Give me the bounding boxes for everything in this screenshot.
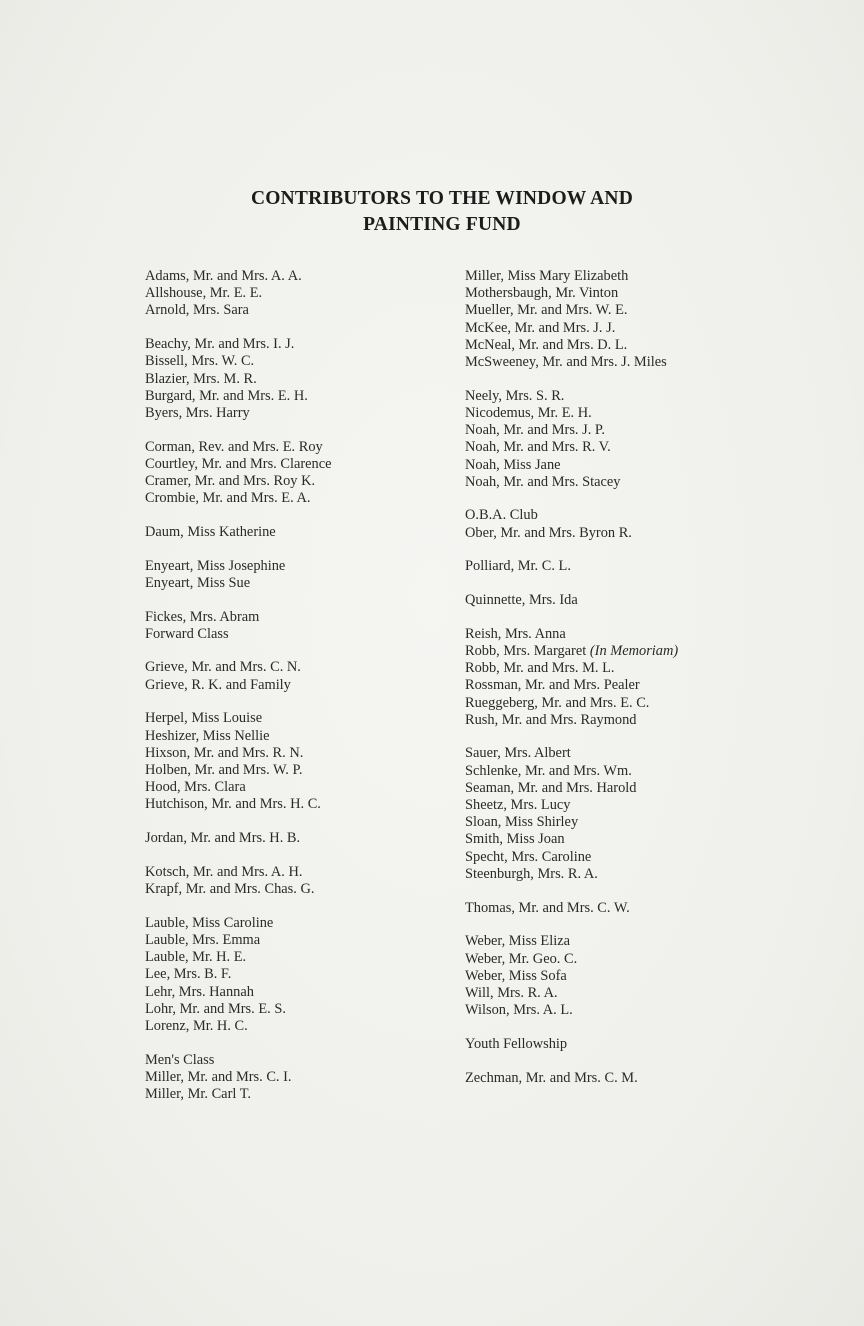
- contributor-name: Thomas, Mr. and Mrs. C. W.: [465, 899, 630, 916]
- name-group: [145, 710, 445, 813]
- name-group: [465, 933, 845, 1019]
- contributor-name: Specht, Mrs. Caroline: [465, 848, 592, 865]
- contributor-name: Heshizer, Miss Nellie: [145, 727, 270, 744]
- contributor-name: Noah, Miss Jane: [465, 456, 561, 473]
- memoriam-note: (In Memoriam): [589, 642, 679, 659]
- contributor-name: McSweeney, Mr. and Mrs. J. Miles: [465, 354, 667, 371]
- name-group: [465, 268, 845, 371]
- contributor-name: Will, Mrs. R. A.: [465, 984, 558, 1001]
- contributor-name: O.B.A. Club: [465, 507, 538, 524]
- contributor-name: Forward Class: [145, 625, 229, 642]
- contributor-name: Sloan, Miss Shirley: [465, 814, 579, 831]
- contributor-name: Miller, Mr. and Mrs. C. I.: [145, 1068, 292, 1085]
- contributor-name: Herpel, Miss Louise: [145, 710, 263, 727]
- contributor-name: Smith, Miss Joan: [465, 831, 565, 848]
- contributor-name: Beachy, Mr. and Mrs. I. J.: [145, 336, 295, 353]
- contributor-name: Noah, Mr. and Mrs. Stacey: [465, 473, 621, 490]
- name-group: [465, 388, 845, 491]
- contributor-name: Miller, Miss Mary Elizabeth: [465, 268, 629, 284]
- contributor-name: Sauer, Mrs. Albert: [465, 745, 571, 762]
- contributor-name: Holben, Mr. and Mrs. W. P.: [145, 761, 303, 778]
- name-group: [465, 1070, 845, 1087]
- name-group: [145, 830, 445, 847]
- contributor-name: Nicodemus, Mr. E. H.: [465, 404, 592, 421]
- contributor-name: Weber, Miss Eliza: [465, 933, 570, 950]
- contributor-name: Burgard, Mr. and Mrs. E. H.: [145, 387, 308, 404]
- contributor-name: Reish, Mrs. Anna: [465, 625, 566, 642]
- contributor-name: Neely, Mrs. S. R.: [465, 387, 565, 404]
- contributor-name: Lauble, Mr. H. E.: [145, 949, 247, 966]
- contributor-name: Hixson, Mr. and Mrs. R. N.: [145, 744, 304, 761]
- name-group: [465, 507, 845, 541]
- contributor-name: Mothersbaugh, Mr. Vinton: [465, 285, 619, 302]
- contributor-name: Daum, Miss Katherine: [145, 523, 276, 540]
- contributor-name: Weber, Mr. Geo. C.: [465, 950, 578, 967]
- contributor-name: Rueggeberg, Mr. and Mrs. E. C.: [465, 694, 650, 711]
- contributor-name: Enyeart, Miss Sue: [145, 574, 251, 591]
- contributor-name: Quinnette, Mrs. Ida: [465, 592, 578, 609]
- contributor-name: McKee, Mr. and Mrs. J. J.: [465, 319, 616, 336]
- name-group: [145, 915, 445, 1035]
- contributor-name: Fickes, Mrs. Abram: [145, 608, 260, 625]
- contributor-name: Robb, Mr. and Mrs. M. L.: [465, 660, 615, 677]
- contributor-name: Corman, Rev. and Mrs. E. Roy: [145, 438, 323, 455]
- contributor-name: Steenburgh, Mrs. R. A.: [465, 865, 598, 882]
- contributor-name: Lauble, Miss Caroline: [145, 914, 274, 931]
- name-group: [145, 558, 445, 592]
- contributor-name: Arnold, Mrs. Sara: [145, 302, 249, 319]
- contributor-name: Schlenke, Mr. and Mrs. Wm.: [465, 762, 632, 779]
- contributor-name: Hood, Mrs. Clara: [145, 779, 246, 796]
- contributor-name: McNeal, Mr. and Mrs. D. L.: [465, 336, 628, 353]
- contributor-name: Kotsch, Mr. and Mrs. A. H.: [145, 863, 303, 880]
- contributor-name: Rush, Mr. and Mrs. Raymond: [465, 711, 637, 728]
- name-group: [145, 524, 445, 541]
- contributor-name: Noah, Mr. and Mrs. J. P.: [465, 422, 605, 439]
- name-group: [465, 592, 845, 609]
- name-group: [145, 439, 445, 508]
- name-group: [465, 1036, 845, 1053]
- contributors-right-column: [465, 268, 845, 1103]
- name-group: [145, 268, 445, 320]
- contributor-name: Krapf, Mr. and Mrs. Chas. G.: [145, 880, 315, 897]
- contributor-name: Polliard, Mr. C. L.: [465, 558, 571, 575]
- title-line-2: PAINTING FUND: [363, 214, 521, 235]
- contributor-name: Noah, Mr. and Mrs. R. V.: [465, 439, 611, 456]
- contributor-name: Enyeart, Miss Josephine: [145, 557, 286, 574]
- contributor-name: Lohr, Mr. and Mrs. E. S.: [145, 1000, 286, 1017]
- contributors-left-column: [145, 268, 445, 1120]
- name-group: [145, 609, 445, 643]
- contributor-name: Sheetz, Mrs. Lucy: [465, 797, 571, 814]
- name-group: [145, 659, 445, 693]
- contributor-name: Miller, Mr. Carl T.: [145, 1086, 252, 1103]
- name-group: [145, 336, 445, 422]
- contributor-name: Lauble, Mrs. Emma: [145, 931, 261, 948]
- contributor-name: Youth Fellowship: [465, 1035, 568, 1052]
- contributor-name: Lorenz, Mr. H. C.: [145, 1017, 248, 1034]
- contributor-name: Blazier, Mrs. M. R.: [145, 370, 257, 387]
- name-group: [145, 1052, 445, 1104]
- contributor-name: Seaman, Mr. and Mrs. Harold: [465, 779, 637, 796]
- contributor-name: Byers, Mrs. Harry: [145, 404, 250, 421]
- name-group: [145, 864, 445, 898]
- contributor-name: Men's Class: [145, 1051, 215, 1068]
- contributor-name: Wilson, Mrs. A. L.: [465, 1002, 573, 1019]
- name-group: [465, 900, 845, 917]
- title-line-1: CONTRIBUTORS TO THE WINDOW AND: [250, 188, 634, 209]
- contributor-name: Cramer, Mr. and Mrs. Roy K.: [145, 473, 316, 490]
- contributor-name: Grieve, Mr. and Mrs. C. N.: [145, 659, 301, 676]
- contributor-name: Rossman, Mr. and Mrs. Pealer: [465, 677, 640, 694]
- contributor-name: Jordan, Mr. and Mrs. H. B.: [145, 830, 301, 847]
- name-group: [465, 745, 845, 883]
- contributor-name: Weber, Miss Sofa: [465, 967, 567, 984]
- contributor-name: Robb, Mrs. Margaret: [465, 642, 587, 659]
- contributor-name: Lehr, Mrs. Hannah: [145, 983, 254, 1000]
- contributor-name: Allshouse, Mr. E. E.: [145, 285, 263, 302]
- contributor-name: Lee, Mrs. B. F.: [145, 966, 232, 983]
- name-group: [465, 558, 845, 575]
- name-group: [465, 626, 845, 729]
- contributor-name: Bissell, Mrs. W. C.: [145, 353, 255, 370]
- contributor-name: Grieve, R. K. and Family: [145, 676, 291, 693]
- contributor-name: Zechman, Mr. and Mrs. C. M.: [465, 1069, 638, 1086]
- contributor-name: Courtley, Mr. and Mrs. Clarence: [145, 455, 332, 472]
- contributor-name: Hutchison, Mr. and Mrs. H. C.: [145, 796, 321, 813]
- contributor-name-memoriam: [465, 643, 845, 660]
- contributor-name: Mueller, Mr. and Mrs. W. E.: [465, 302, 628, 319]
- contributor-name: Crombie, Mr. and Mrs. E. A.: [145, 490, 311, 507]
- contributor-name: Ober, Mr. and Mrs. Byron R.: [465, 524, 632, 541]
- contributor-name: Adams, Mr. and Mrs. A. A.: [145, 268, 302, 284]
- page-title: [0, 186, 864, 238]
